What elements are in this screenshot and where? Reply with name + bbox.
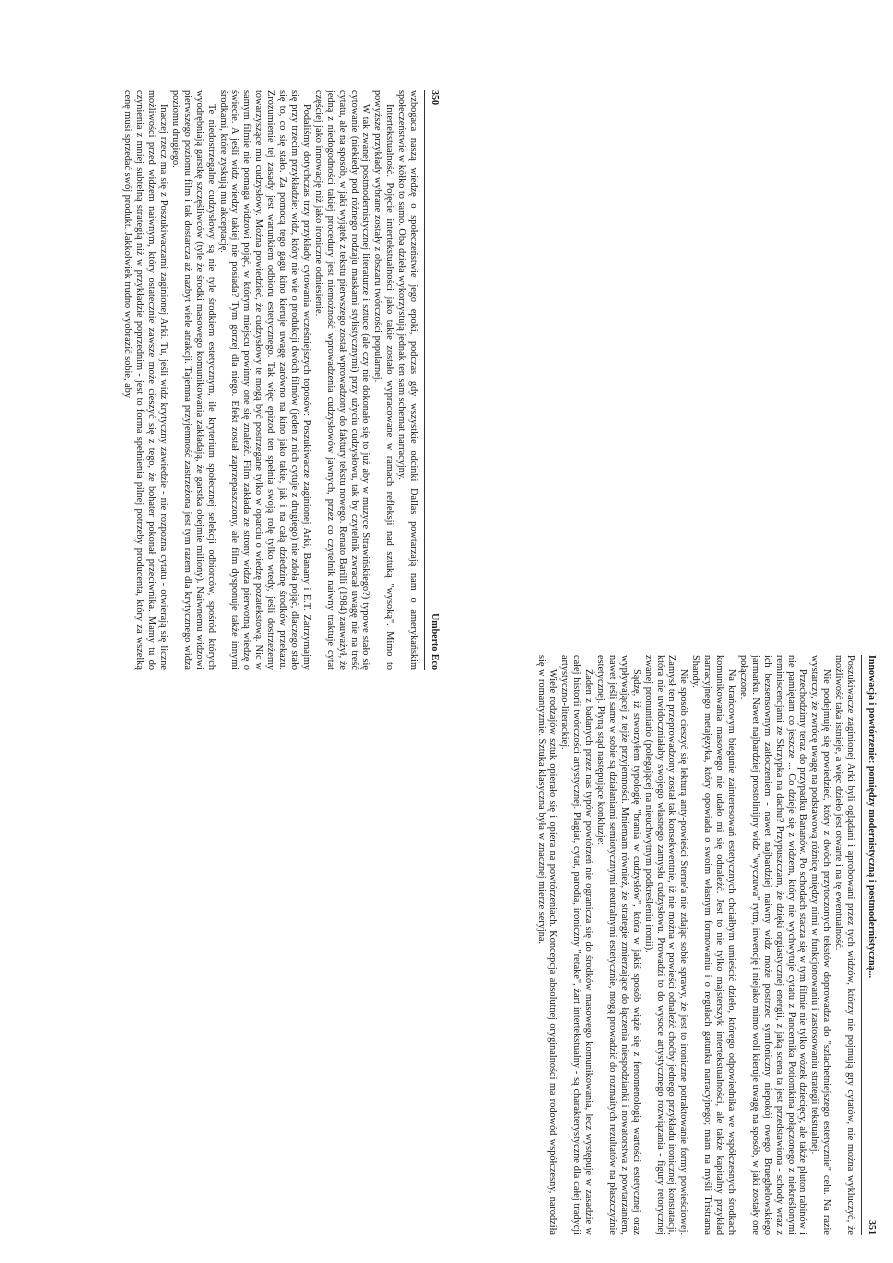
page-351: [477, 655, 877, 1235]
paragraph: Nie podejmuję się powiedzieć, który z dwóch przytoczonych tekstów doprowadza do "szlachetniejszego estetycznie" celu. Na razie wystarczy, że zwrócę uwagę na podstawową różnicę między nimi w funkcjonowaniu i zastosowaniu strategii tekstualnej.: [809, 655, 833, 1235]
paragraph: Podaliśmy dotychczas trzy przykłady cytowania wcześniejszych toposów: Poszukiwacze zaginionej Arki, Banany i E.T. Zatrzymajmy się przy trzecim przykładzie: widz, który nie wie o produkcji dwóch filmów (jeden z nich cytuje z drugiego) nie zdoła pojąć, dlaczego stało się to, co się stało. Za pomocą tego gagu kino kieruje uwagę zarówno na kino jako takie, jak i na całą dziedzinę środków przekazu. Zrozumienie tej zasady jest warunkiem odbioru estetycznego. Tak więc epizod ten spełnia swoją rolę tylko wtedy, jeśli dostrzeżemy towarzyszące mu cudzysłowy. Można powiedzieć, że cudzysłowy te mogą być postrzegane tylko w oparciu o wiedzę pozatekstową. Nic w samym filmie nie pomaga widzowi pojąć, w którym miejscu powinny one się znaleźć. Film zakłada ze strony widza pierwotną wiedzę o świecie. A jeśli widz wiedzy takiej nie posiada? Tym gorzej dla niego. Efekt został zaprzepaszczony, ale film dysponuje także innymi środkami, które zyskują mu akceptację.: [217, 90, 312, 670]
running-head-author: Umberto Eco: [429, 613, 440, 670]
running-head-title: Innowacja i powtórzenie: pomiędzy modernistyczną i postmodernistyczną...: [866, 655, 877, 979]
running-header: [424, 90, 440, 670]
paragraph: Inaczej rzecz ma się z Poszukiwaczami zaginionej Arki. Tu, jeśli widz krytyczny zawiedzie - nie rozpozna cytatu - otwierają się liczne możliwości przed widzem naiwnym, który ostatecznie zawsze może cieszyć się z tego, że bohater pokonał przeciwnika. Mamy tu do czynienia z mniej subtelną strategią niż w przykładzie poprzednim - jest to forma spełnienia pilnej potrzeby producenta, który za wszelką cenę musi sprzedać swój produkt. Jakkolwiek trudno wyobrazić sobie, aby: [122, 90, 170, 670]
running-header: [861, 655, 877, 1235]
page-350: [40, 90, 440, 670]
paragraph: wzbogaca naszą wiedzę o społeczeństwie jego epoki, podczas gdy wszystkie odcinki Dallas powtarzają nam o amerykańskim społeczeństwie w kółko to samo. Oba dzieła wykorzystują jednak ten sam schemat narracyjny.: [396, 90, 420, 670]
paragraph: Sądzę, iż stworzyłem typologię "brania w cudzysłów", która w jakiś sposób wiąże się z fenomenologią wartości estetycznej oraz wypływającej z tejże przyjemności. Mniemam również, że strategie zmierzające do łączenia niespodzianki i nowatorstwa z powtarzaniem, nawet jeśli same w sobie są działaniami semiotycznymi neutralnymi estetycznie, mogą prowadzić do rozmaitych rezultatów na płaszczyźnie estetycznej. Płyną stąd następujące konkluzje:: [595, 655, 642, 1235]
paragraph: W tak zwanej postmodernistycznej literaturze i sztuce (ale czy nie dokonało się to już aby w muzyce Strawińskiego?) typowe stało się cytowanie (niekiedy pod różnego rodzaju maskami stylistycznymi) przy użyciu cudzysłowu, tak by czytelnik zwracał uwagę nie na treść cytatu, ale na sposób, w jaki wyjątek z tekstu pierwszego został wprowadzony do faktury tekstu nowego. Renato Barilli (1984) zauważył, że jedną z niedogodności takiej procedury jest niemożność wprowadzenia cudzysłowów jawnych, przez co czytelnik naiwny traktuje cytat częściej jako innowację niż jako ironiczne odniesienie.: [312, 90, 372, 670]
paragraph: Wiele rodzajów sztuk opierało się i opiera na powtórzeniach. Koncepcja absolutnej oryginalności ma rodowód współczesny, narodziła się w romantyzmie. Sztuka klasyczna była w znacznej mierze seryjna.: [535, 655, 559, 1235]
page-number: 351: [866, 1220, 877, 1235]
paragraph: Intertekstualność. Pojęcie intertekstualności jako takie zostało wypracowane w ramach refleksji nad sztuką "wysoką". Mimo to powyższe przykłady wybrane zostały z obszaru twórczości popularnej.: [372, 90, 396, 670]
paragraph: Żaden z badanych przez nas typów powtórzeń nie ogranicza się do środków masowego komunikowania, lecz występuje w zasadzie w całej historii twórczości artystycznej. Plagiat, cytat, parodia, ironiczny "retake", żart intertekstualny - są charakterystyczne dla całej tradycji artystyczno-literackiej.: [559, 655, 595, 1235]
paragraph: Nie sposób cieszyć się lekturą anty-powieści Sterne'a nie zdając sobie sprawy, że jest to ironiczne potraktowanie formy powieściowej. Zamysł ten przeprowadzony został tak konsekwentnie, iż nie można w powieści odnaleźć choćby jednego przykładu ironicznej konstatacji, która nie uwidoczniałaby swojego własnego zamysłu cudzysłowu. Prowadzi to do wysoce artystycznego rozwiązania - figury retorycznej zwanej pronuntiatio (polegającej na nieuchwytnym podkreśleniu ironii).: [642, 655, 690, 1235]
paragraph: Poszukiwacze zaginionej Arki byli oglądani i aprobowani przez tych widzów, którzy nie pojmują gry cytatów, nie można wykluczyć, że możliwość taka istnieje, a więc dzieło jest otwarte i na tę ewentualność.: [833, 655, 857, 1235]
paragraph: Na krańcowym biegunie zainteresowań estetycznych chciałbym umieścić dzieło, którego odpowiednika we współczesnych środkach komunikowania masowego nie udało mi się odnaleźć. Jest to nie tylko majsterszyk intertekstualności, ale także kapitalny przykład narracyjnego metajęzyka, który opowiada o swoim własnym formowaniu i o regułach gatunku narracyjnego; mam na myśli Tristrama Shandy.: [690, 655, 738, 1235]
paragraph: Te niedostrzegalne cudzysłowy są nie tyle środkiem estetycznym, ile kryterium społecznej selekcji odbiorców, spośród których wyodrębniają garstkę szczęśliwców (tyle że środki masowego komunikowania zakładają, że garstka obejmie miliony). Naiwnemu widzowi pierwszego poziomu film i tak dostarcza aż nazbyt wiele atrakcji. Tajemna przyjemność zastrzeżona jest tym razem dla krytycznego widza poziomu drugiego.: [169, 90, 217, 670]
paragraph: Przechodzimy teraz do przypadku Bananów. Po schodach stacza się w tym filmie nie tylko wózek dziecięcy, ale także pluton rabinów i nie pamiętam co jeszcze ... Co dzieje się z widzem, który nie wychwytuje cytatu z Pancernika Potiomkina połączonego z niekreślonymi reminiscencjami ze Skrzypka na dachu? Przypuszczam, że dzięki orgiastycznej energii, z jaką scena ta jest przedstawiona - schody wraz z ich bezsensownym zatłoczeniem - nawet najbardziej naiwny widz może postrzec symfoniczny niepokój owego Brueghelowskiego jarmarku. Nawet najbardziej prostolinijny widz "wyczuwa" rytm, inwencję i niejako mimo woli kieruje uwagę na sposób, w jaki zostały one połączone.: [737, 655, 809, 1235]
page-number: 350: [429, 90, 440, 105]
